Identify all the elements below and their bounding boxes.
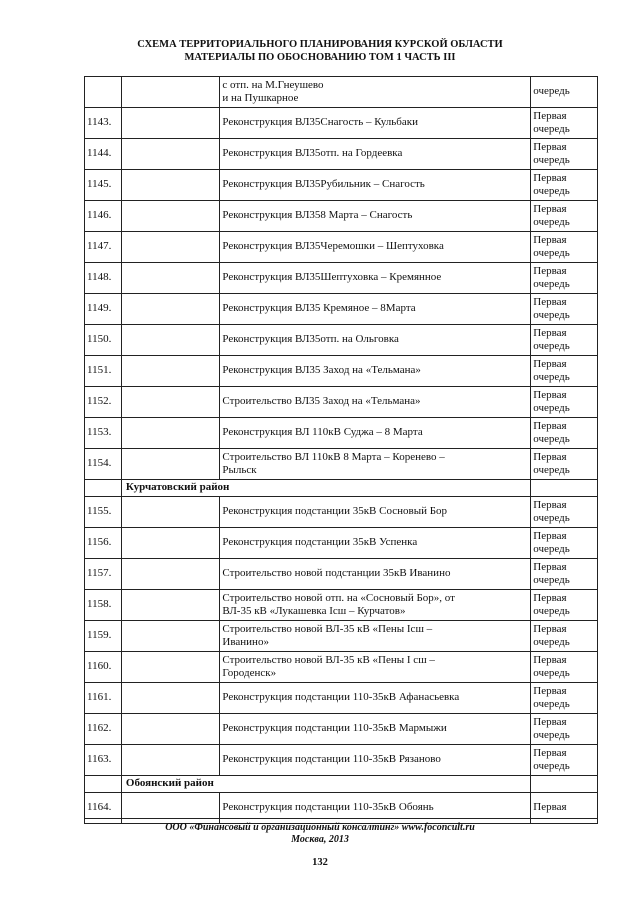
row-empty-cell: [121, 201, 219, 232]
row-empty-cell: [121, 139, 219, 170]
row-description: Строительство новой ВЛ-35 кВ «Пены Iсш – Иванино»: [220, 621, 531, 652]
row-description: Строительство новой отп. на «Сосновый Бор», от ВЛ-35 кВ «Лукашевка Iсш – Курчатов»: [220, 590, 531, 621]
row-number: 1158.: [85, 590, 122, 621]
row-stage: Первая очередь: [531, 356, 598, 387]
table-row: [85, 139, 598, 170]
row-description: Строительство новой ВЛ-35 кВ «Пены I сш – Городенск»: [220, 652, 531, 683]
row-stage: Первая очередь: [531, 528, 598, 559]
table-row: [85, 387, 598, 418]
row-number: 1161.: [85, 683, 122, 714]
row-stage: Первая очередь: [531, 418, 598, 449]
table-row: [85, 77, 598, 108]
row-stage: Первая очередь: [531, 652, 598, 683]
row-stage: Первая очередь: [531, 449, 598, 480]
table-row: [85, 714, 598, 745]
row-stage: Первая очередь: [531, 683, 598, 714]
district-header-row: [85, 480, 598, 497]
row-stage: Первая очередь: [531, 590, 598, 621]
row-empty-cell: [121, 621, 219, 652]
row-description: Строительство ВЛ 110кВ 8 Марта – Коренево – Рыльск: [220, 449, 531, 480]
table-row: [85, 449, 598, 480]
row-description: с отп. на М.Гнеушево и на Пушкарное: [220, 77, 531, 108]
row-number: 1155.: [85, 497, 122, 528]
district-empty-cell: [531, 480, 598, 497]
row-description: Реконструкция ВЛ35 Кремяное – 8Марта: [220, 294, 531, 325]
table-row: [85, 170, 598, 201]
row-number: 1148.: [85, 263, 122, 294]
row-description: Реконструкция ВЛ35 Заход на «Тельмана»: [220, 356, 531, 387]
header-title: СХЕМА ТЕРРИТОРИАЛЬНОГО ПЛАНИРОВАНИЯ КУРСКОЙ ОБЛАСТИ: [137, 39, 503, 50]
row-description: Реконструкция ВЛ358 Марта – Снагость: [220, 201, 531, 232]
table-row: [85, 652, 598, 683]
row-empty-cell: [121, 77, 219, 108]
row-stage: Первая очередь: [531, 170, 598, 201]
table-row: [85, 683, 598, 714]
row-description: Реконструкция ВЛ35Снагость – Кульбаки: [220, 108, 531, 139]
row-empty-cell: [121, 418, 219, 449]
row-empty-cell: [121, 714, 219, 745]
row-number: 1159.: [85, 621, 122, 652]
row-number: 1163.: [85, 745, 122, 776]
table-row: [85, 325, 598, 356]
row-description: Реконструкция подстанции 35кВ Сосновый Бор: [220, 497, 531, 528]
district-empty-cell: [531, 776, 598, 793]
row-number: 1144.: [85, 139, 122, 170]
projects-table: [84, 76, 598, 824]
table-row: [85, 745, 598, 776]
row-stage: Первая очередь: [531, 559, 598, 590]
row-description: Реконструкция ВЛ35Рубильник – Снагость: [220, 170, 531, 201]
table-row: [85, 559, 598, 590]
table-row: [85, 263, 598, 294]
row-description: Реконструкция ВЛ35отп. на Гордеевка: [220, 139, 531, 170]
footer-company: ООО «Финансовый и организационный консалтинг» www.foconcult.ru: [165, 822, 475, 833]
page-header: [0, 38, 640, 64]
row-description: Реконструкция ВЛ35Шептуховка – Кремянное: [220, 263, 531, 294]
row-stage: Первая очередь: [531, 497, 598, 528]
table-row: [85, 356, 598, 387]
row-empty-cell: [121, 387, 219, 418]
row-number: 1145.: [85, 170, 122, 201]
row-empty-cell: [121, 528, 219, 559]
row-stage: Первая очередь: [531, 139, 598, 170]
district-name: Курчатовский район: [121, 480, 530, 497]
footer-city-year: Москва, 2013: [291, 834, 349, 845]
row-empty-cell: [121, 559, 219, 590]
row-number: 1149.: [85, 294, 122, 325]
district-empty-cell: [85, 480, 122, 497]
row-description: Реконструкция подстанции 110-35кВ Мармыжи: [220, 714, 531, 745]
row-stage: очередь: [531, 77, 598, 108]
footer-divider: [84, 818, 598, 819]
row-empty-cell: [121, 170, 219, 201]
row-description: Строительство ВЛ35 Заход на «Тельмана»: [220, 387, 531, 418]
row-stage: Первая очередь: [531, 387, 598, 418]
row-empty-cell: [121, 263, 219, 294]
row-stage: Первая очередь: [531, 108, 598, 139]
table-row: [85, 201, 598, 232]
row-number: 1146.: [85, 201, 122, 232]
row-description: Реконструкция подстанции 110-35кВ Обоянь: [220, 793, 531, 824]
row-number: 1156.: [85, 528, 122, 559]
row-number: [85, 77, 122, 108]
table-row: [85, 294, 598, 325]
row-stage: Первая очередь: [531, 263, 598, 294]
row-stage: Первая очередь: [531, 294, 598, 325]
table-row: [85, 590, 598, 621]
row-description: Реконструкция ВЛ 110кВ Суджа – 8 Марта: [220, 418, 531, 449]
page-number: 132: [312, 857, 328, 868]
table-row: [85, 232, 598, 263]
row-number: 1160.: [85, 652, 122, 683]
row-number: 1147.: [85, 232, 122, 263]
row-number: 1152.: [85, 387, 122, 418]
table-body: [85, 77, 598, 824]
row-number: 1143.: [85, 108, 122, 139]
row-description: Реконструкция ВЛ35Черемошки – Шептуховка: [220, 232, 531, 263]
row-empty-cell: [121, 497, 219, 528]
table-row: [85, 528, 598, 559]
row-empty-cell: [121, 745, 219, 776]
row-stage: Первая очередь: [531, 201, 598, 232]
table-row: [85, 621, 598, 652]
row-description: Реконструкция подстанции 35кВ Успенка: [220, 528, 531, 559]
row-stage: Первая: [531, 793, 598, 824]
row-empty-cell: [121, 652, 219, 683]
row-empty-cell: [121, 108, 219, 139]
row-number: 1150.: [85, 325, 122, 356]
row-number: 1164.: [85, 793, 122, 824]
row-stage: Первая очередь: [531, 745, 598, 776]
page-footer: [0, 822, 640, 846]
row-description: Реконструкция подстанции 110-35кВ Афанасьевка: [220, 683, 531, 714]
row-empty-cell: [121, 232, 219, 263]
row-stage: Первая очередь: [531, 325, 598, 356]
row-empty-cell: [121, 325, 219, 356]
district-header-row: [85, 776, 598, 793]
row-empty-cell: [121, 449, 219, 480]
row-stage: Первая очередь: [531, 621, 598, 652]
row-stage: Первая очередь: [531, 714, 598, 745]
row-stage: Первая очередь: [531, 232, 598, 263]
row-description: Реконструкция ВЛ35отп. на Ольговка: [220, 325, 531, 356]
row-description: Реконструкция подстанции 110-35кВ Рязаново: [220, 745, 531, 776]
table-row: [85, 108, 598, 139]
row-number: 1154.: [85, 449, 122, 480]
table-row: [85, 418, 598, 449]
row-description: Строительство новой подстанции 35кВ Иванино: [220, 559, 531, 590]
row-number: 1151.: [85, 356, 122, 387]
district-name: Обоянский район: [121, 776, 530, 793]
header-subtitle: МАТЕРИАЛЫ ПО ОБОСНОВАНИЮ ТОМ 1 ЧАСТЬ III: [184, 52, 456, 63]
row-empty-cell: [121, 590, 219, 621]
table-row: [85, 497, 598, 528]
row-empty-cell: [121, 356, 219, 387]
row-number: 1153.: [85, 418, 122, 449]
row-empty-cell: [121, 294, 219, 325]
row-number: 1162.: [85, 714, 122, 745]
district-empty-cell: [85, 776, 122, 793]
row-number: 1157.: [85, 559, 122, 590]
row-empty-cell: [121, 683, 219, 714]
